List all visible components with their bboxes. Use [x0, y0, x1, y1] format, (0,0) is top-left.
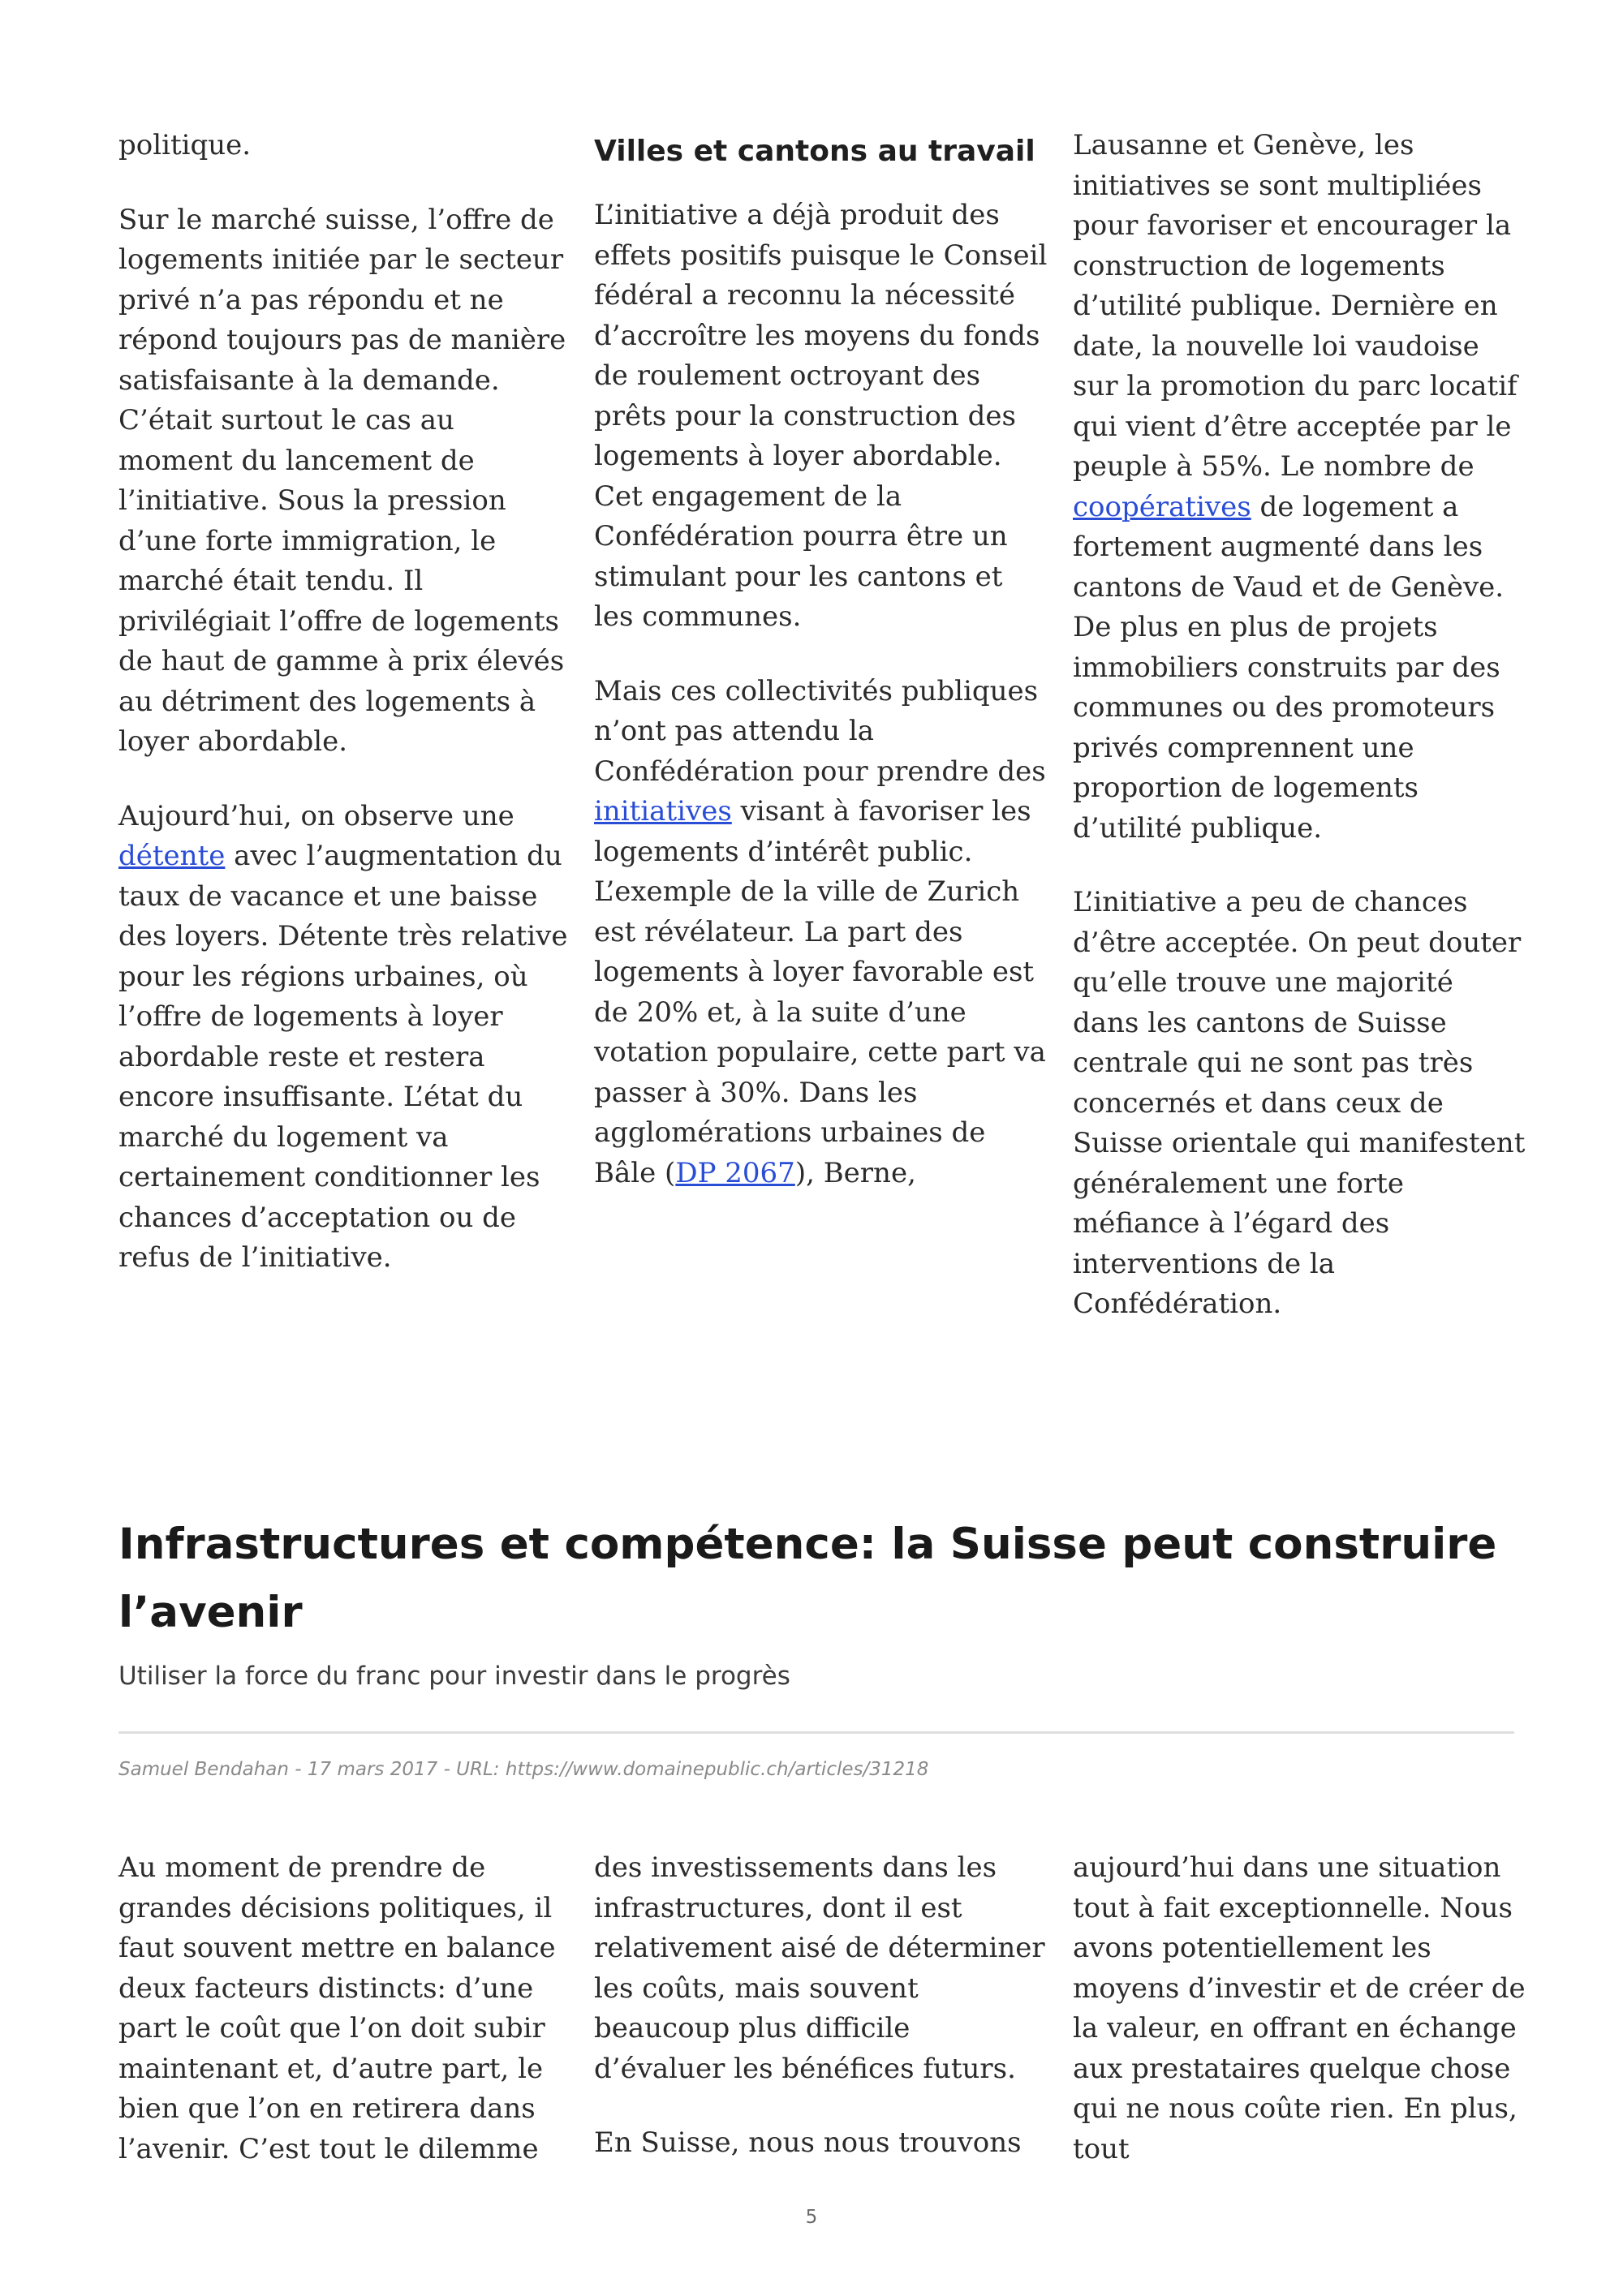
paragraph: aujourd’hui dans une situation tout à fait exceptionnelle. Nous avons potentiellement les moyens d’investir et de créer de la valeur, en offrant en échange aux prestataires quelque chose qui ne nous coûte rien. En plus, tout — [1073, 1851, 1526, 2165]
article1-column-2 — [594, 126, 1048, 1193]
article2-column-3 — [1073, 1848, 1527, 2169]
link-cooperatives[interactable]: coopératives — [1073, 490, 1251, 523]
article1-column-1 — [118, 126, 570, 1279]
paragraph: politique. — [118, 129, 252, 161]
text-span: avec l’augmentation du taux de vacance et une baisse des loyers. Détente très relative pour les régions urbaines, où l’offre de logements à loyer abordable reste et restera encore insuffisante. L’état du marché du logement va certainement conditionner les chances d’acceptation ou de refus de l’initiative. — [118, 840, 568, 1274]
divider — [118, 1731, 1514, 1734]
paragraph: En Suisse, nous nous trouvons — [594, 2126, 1022, 2159]
text-span: Lausanne et Genève, les initiatives se sont multipliées pour favoriser et encourager la construction de logements d’utilité publique. Dernière en date, la nouvelle loi vaudoise sur la promotion du parc locatif qui vient d’être acceptée par le peuple à 55%. Le nombre de — [1073, 129, 1518, 483]
paragraph: des investissements dans les infrastructures, dont il est relativement aisé de déterminer les coûts, mais souvent beaucoup plus difficile d’évaluer les bénéfices futurs. — [594, 1851, 1045, 2085]
link-initiatives[interactable]: initiatives — [594, 795, 732, 828]
article1-column-3 — [1073, 126, 1527, 1325]
page-number: 5 — [805, 2207, 818, 2228]
paragraph: Sur le marché suisse, l’offre de logements initiée par le secteur privé n’a pas répondu et ne répond toujours pas de manière satisfaisante à la demande. C’était surtout le cas au moment du lancement de l’initiative. Sous la pression d’une forte immigration, le marché était tendu. Il privilégiait l’offre de logements de haut de gamme à prix élevés au détriment des logements à loyer abordable. — [118, 203, 566, 758]
article-subtitle: Utiliser la force du franc pour investir dans le progrès — [118, 1662, 790, 1691]
article-title: Infrastructures et compétence: la Suisse peut construire l’avenir — [118, 1520, 1497, 1637]
link-dp-2067[interactable]: DP 2067 — [675, 1156, 795, 1189]
text-span: de logement a fortement augmenté dans les cantons de Vaud et de Genève. De plus en plus de projets immobiliers construits par des communes ou des promoteurs privés comprennent une proportion de logements d’utilité publique. — [1073, 490, 1505, 845]
text-span: ), Berne, — [794, 1156, 916, 1189]
paragraph: L’initiative a peu de chances d’être acceptée. On peut douter qu’elle trouve une majorité dans les cantons de Suisse centrale qui ne sont pas très concernés et dans ceux de Suisse orientale qui manifestent généralement une forte méfiance à l’égard des interventions de la Confédération. — [1073, 886, 1526, 1320]
text-span: Mais ces collectivités publiques n’ont pas attendu la Confédération pour prendre des — [594, 674, 1046, 788]
paragraph: L’initiative a déjà produit des effets positifs puisque le Conseil fédéral a reconnu la nécessité d’accroître les moyens du fonds de roulement octroyant des prêts pour la construction des logements à loyer abordable. Cet engagement de la Confédération pourra être un stimulant pour les cantons et les communes. — [594, 199, 1048, 633]
section-subheading: Villes et cantons au travail — [594, 135, 1035, 168]
article2-column-2 — [594, 1848, 1048, 2164]
link-detente[interactable]: détente — [118, 840, 226, 872]
article2-column-1 — [118, 1848, 570, 2169]
text-span: visant à favoriser les logements d’intérêt public. L’exemple de la ville de Zurich est révélateur. La part des logements à loyer favorable est de 20% et, à la suite d’une votation populaire, cette part va passer à 30%. Dans les agglomérations urbaines de Bâle ( — [594, 795, 1046, 1189]
paragraph — [594, 672, 1048, 1194]
paragraph: Au moment de prendre de grandes décisions politiques, il faut souvent mettre en balance deux facteurs distincts: d’une part le coût que l’on doit subir maintenant et, d’autre part, le bien que l’on en retirera dans l’avenir. C’est tout le dilemme — [118, 1851, 556, 2165]
text-span: Aujourd’hui, on observe une — [118, 799, 514, 832]
paragraph — [118, 797, 570, 1279]
paragraph — [1073, 126, 1527, 849]
article-byline: Samuel Bendahan - 17 mars 2017 - URL: https://www.domainepublic.ch/articles/31218 — [118, 1759, 929, 1780]
